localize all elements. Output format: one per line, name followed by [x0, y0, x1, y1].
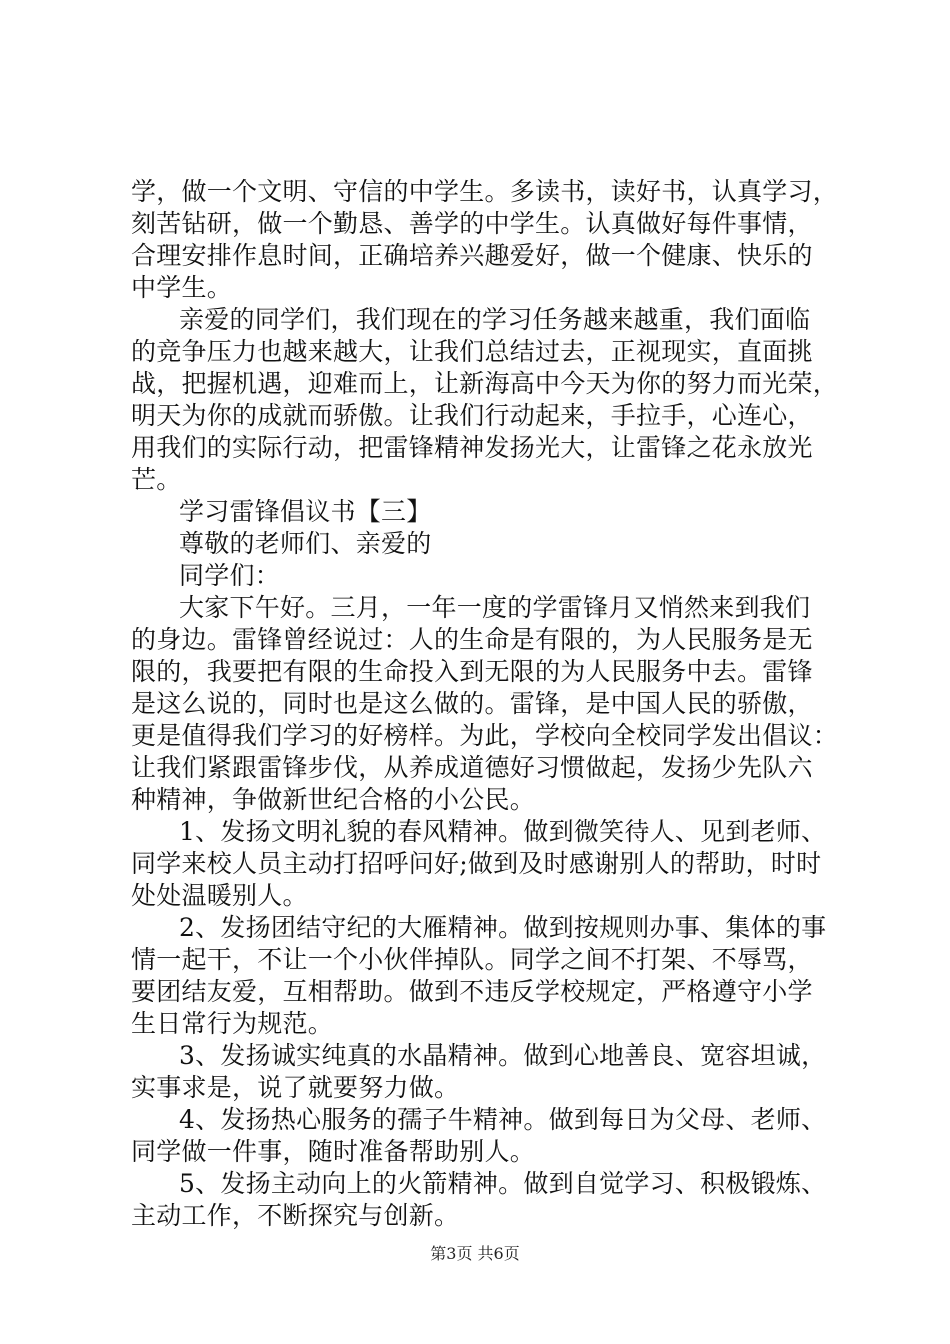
- document-body: [131, 176, 839, 1232]
- salutation-line: 尊敬的老师们、亲爱的: [179, 529, 432, 558]
- text-line: 实事求是，说了就要努力做。: [131, 1073, 460, 1102]
- text-line: 用我们的实际行动，把雷锋精神发扬光大，让雷锋之花永放光: [131, 433, 813, 462]
- text-line: 要团结友爱，互相帮助。做到不违反学校规定，严格遵守小学: [131, 977, 813, 1006]
- list-item-first-line: 3、发扬诚实纯真的水晶精神。做到心地善良、宽容坦诚，: [179, 1041, 827, 1070]
- list-item-first-line: 5、发扬主动向上的火箭精神。做到自觉学习、积极锻炼、: [179, 1169, 827, 1198]
- text-line: 明天为你的成就而骄傲。让我们行动起来，手拉手，心连心，: [131, 401, 813, 430]
- text-line: 处处温暖别人。: [131, 881, 308, 910]
- salutation-line: 同学们：: [179, 561, 281, 590]
- list-item-first-line: 2、发扬团结守纪的大雁精神。做到按规则办事、集体的事: [179, 913, 827, 942]
- text-line: 刻苦钻研，做一个勤恳、善学的中学生。认真做好每件事情，: [131, 209, 813, 238]
- text-line: 芒。: [131, 465, 182, 494]
- text-line: 中学生。: [131, 273, 233, 302]
- page-number-footer: 第3页 共6页: [430, 1244, 520, 1263]
- text-line: 让我们紧跟雷锋步伐，从养成道德好习惯做起，发扬少先队六: [131, 753, 813, 782]
- text-line: 学，做一个文明、守信的中学生。多读书，读好书，认真学习，: [131, 177, 839, 206]
- paragraph-first-line: 亲爱的同学们，我们现在的学习任务越来越重，我们面临: [179, 305, 811, 334]
- text-line: 战，把握机遇，迎难而上，让新海高中今天为你的努力而光荣，: [131, 369, 839, 398]
- section-heading: 学习雷锋倡议书【三】: [179, 497, 432, 526]
- text-line: 合理安排作息时间，正确培养兴趣爱好，做一个健康、快乐的: [131, 241, 813, 270]
- text-line: 的身边。雷锋曾经说过：人的生命是有限的，为人民服务是无: [131, 625, 813, 654]
- text-line: 生日常行为规范。: [131, 1009, 334, 1038]
- text-line: 是这么说的，同时也是这么做的。雷锋，是中国人民的骄傲，: [131, 689, 813, 718]
- list-item-first-line: 4、发扬热心服务的孺子牛精神。做到每日为父母、老师、: [179, 1105, 827, 1134]
- text-line: 同学做一件事，随时准备帮助别人。: [131, 1137, 536, 1166]
- text-line: 主动工作，不断探究与创新。: [131, 1201, 460, 1230]
- list-item-first-line: 1、发扬文明礼貌的春风精神。做到微笑待人、见到老师、: [179, 817, 827, 846]
- text-line: 同学来校人员主动打招呼问好;做到及时感谢别人的帮助，时时: [131, 849, 822, 878]
- text-line: 种精神，争做新世纪合格的小公民。: [131, 785, 536, 814]
- text-line: 的竞争压力也越来越大，让我们总结过去，正视现实，直面挑: [131, 337, 813, 366]
- text-line: 更是值得我们学习的好榜样。为此，学校向全校同学发出倡议：: [131, 721, 839, 750]
- paragraph-first-line: 大家下午好。三月，一年一度的学雷锋月又悄然来到我们: [179, 593, 811, 622]
- text-line: 限的，我要把有限的生命投入到无限的为人民服务中去。雷锋: [131, 657, 813, 686]
- text-line: 情一起干，不让一个小伙伴掉队。同学之间不打架、不辱骂，: [131, 945, 813, 974]
